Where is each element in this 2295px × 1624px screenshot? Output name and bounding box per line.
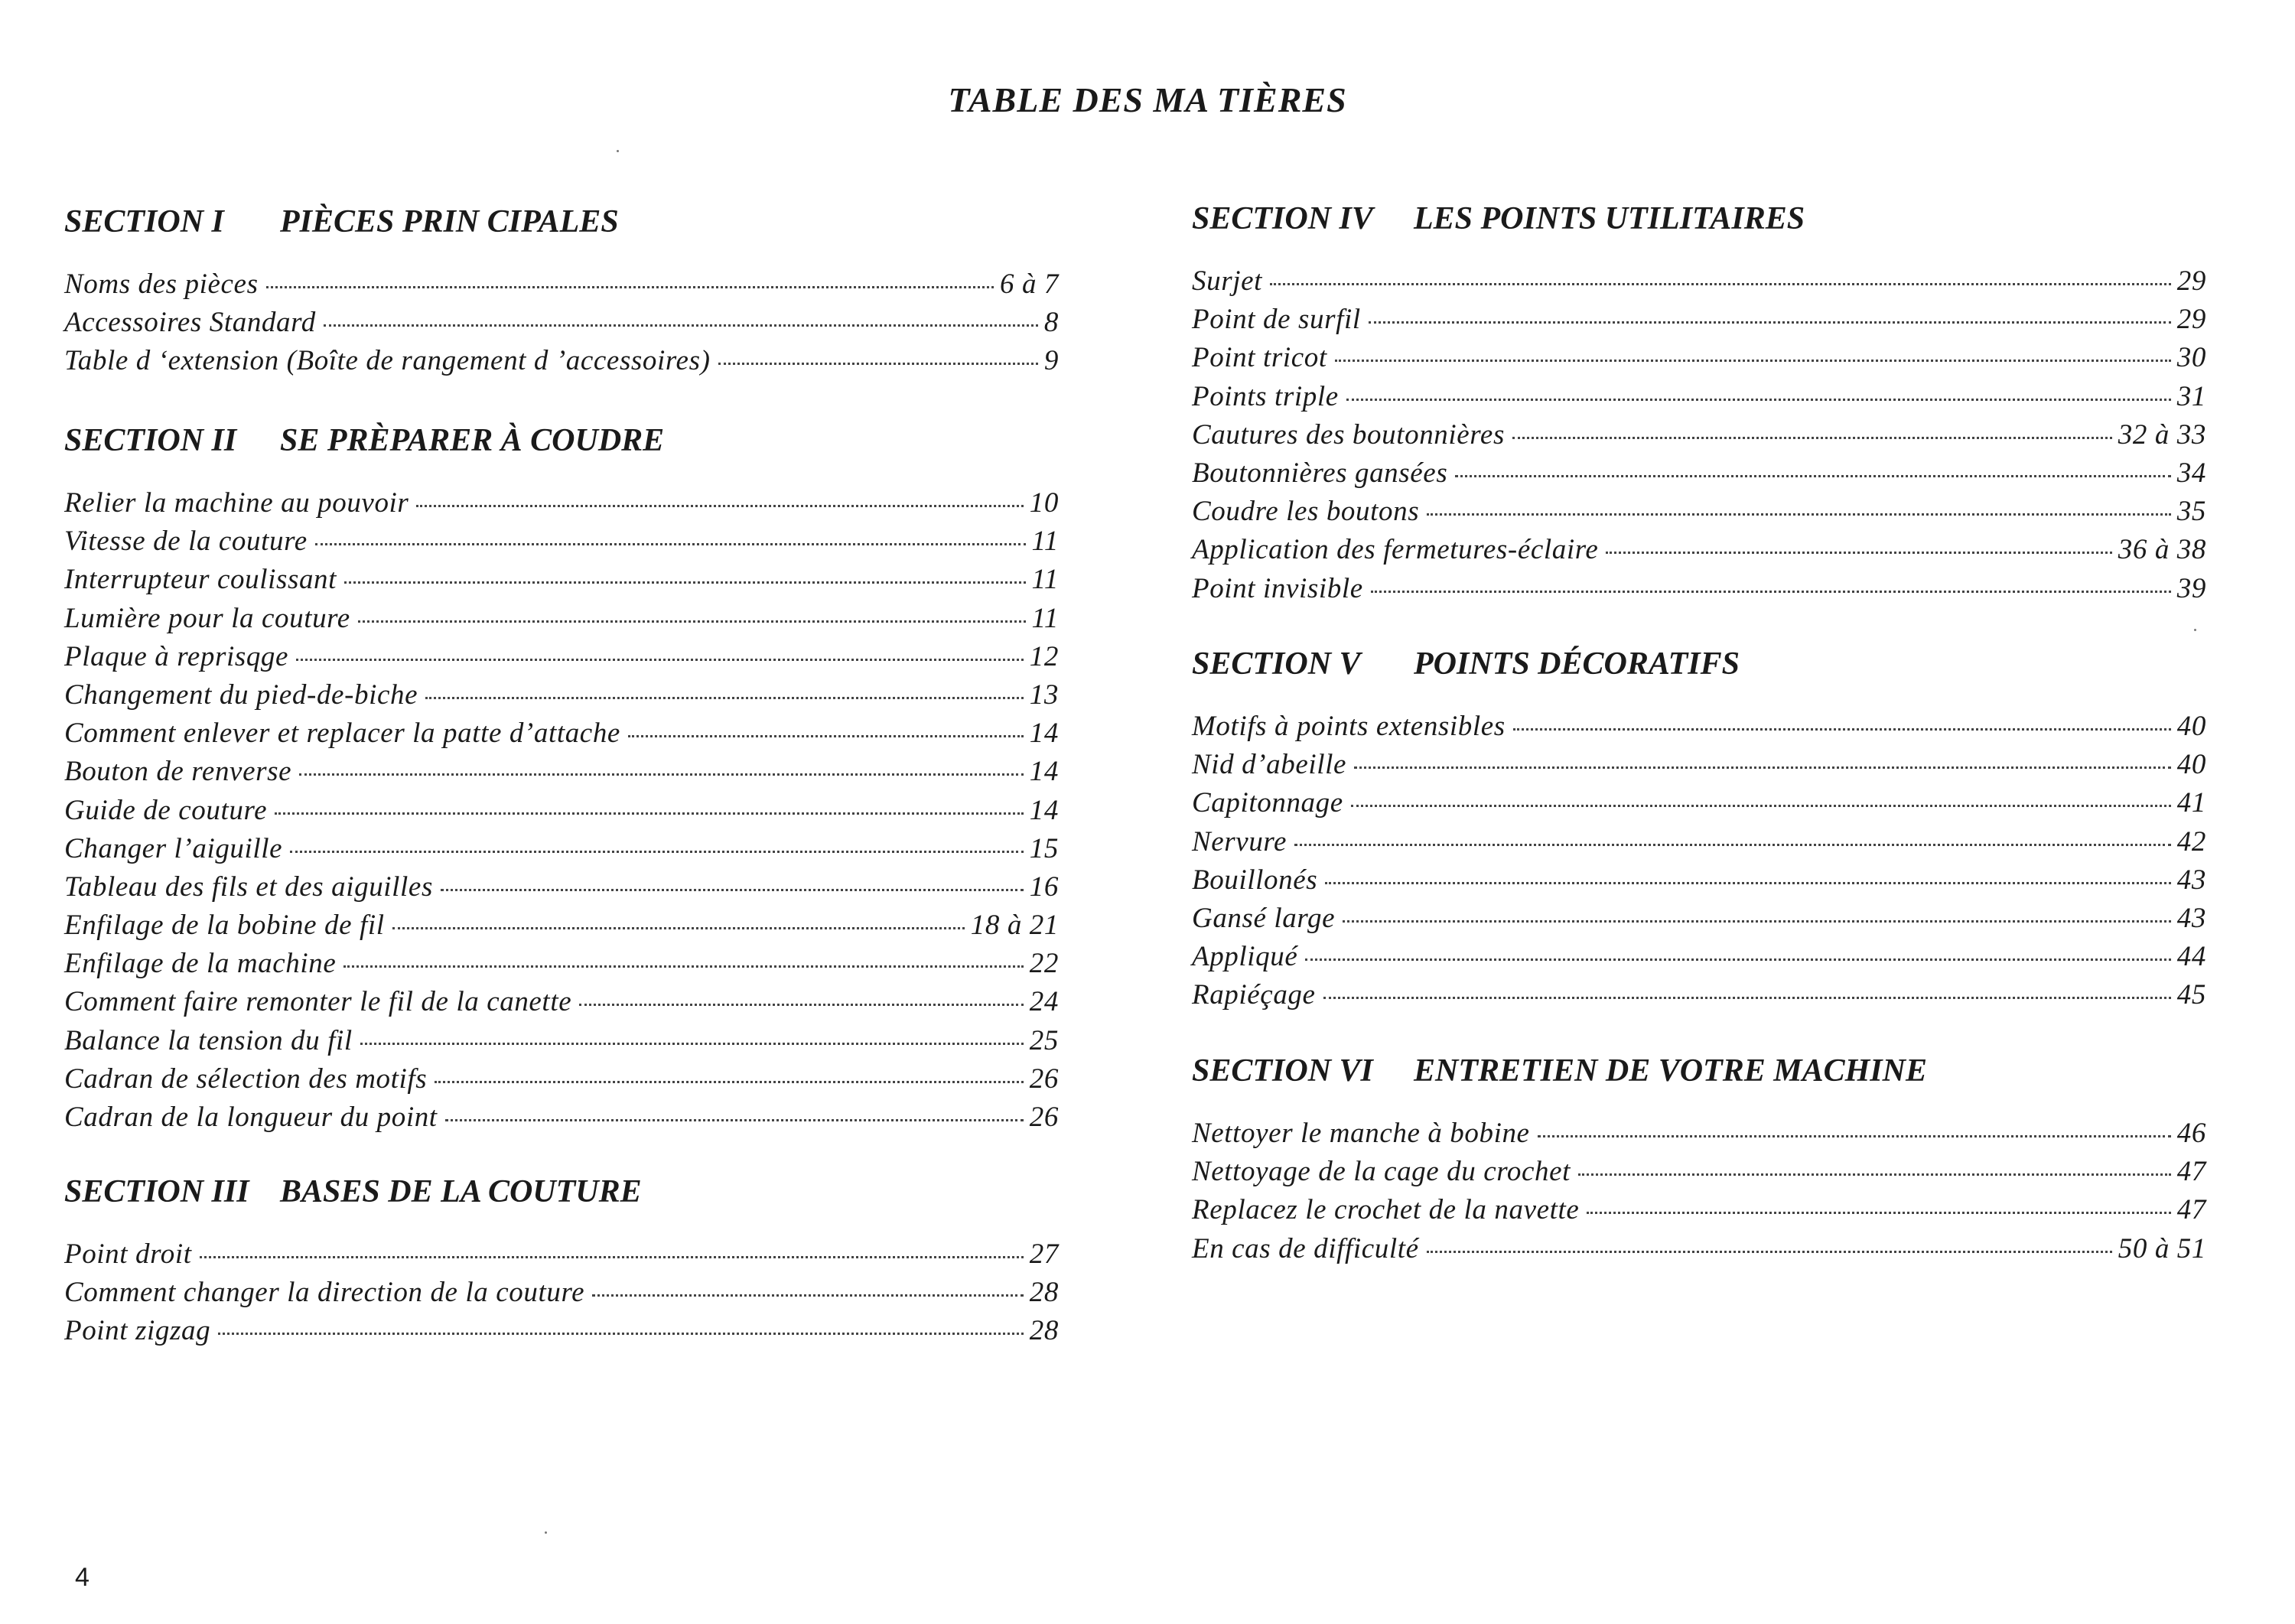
entry-page: 31 (2176, 380, 2206, 412)
entry-label: Point tricot (1192, 342, 1327, 374)
entry-page: 50 à 51 (2118, 1232, 2206, 1264)
entry-page: 44 (2176, 941, 2206, 973)
toc-entry (64, 794, 1059, 832)
dot-leader (1578, 1173, 2171, 1176)
entry-page: 10 (1029, 487, 1059, 519)
entry-label: Appliqué (1192, 941, 1298, 973)
entry-label: Table d ‘extension (Boîte de rangement d ’accessoires) (64, 345, 711, 377)
entry-label: Relier la machine au pouvoir (64, 487, 409, 519)
entry-label: Application des fermetures-éclaire (1192, 534, 1599, 566)
entry-label: En cas de difficulté (1192, 1232, 1419, 1264)
toc-entry (1192, 902, 2206, 940)
entry-page: 26 (1029, 1063, 1059, 1095)
toc-entry (64, 1276, 1059, 1314)
entry-page: 43 (2176, 864, 2206, 896)
entry-label: Cadran de sélection des motifs (64, 1063, 428, 1095)
entry-label: Nid d’abeille (1192, 749, 1347, 781)
entry-label: Point de surfil (1192, 304, 1361, 336)
scan-speck (2194, 629, 2196, 631)
entry-label: Changer l’aiguille (64, 832, 283, 864)
toc-entry (1192, 748, 2206, 786)
toc-entry (64, 306, 1059, 344)
entry-page: 36 à 38 (2118, 534, 2206, 566)
dot-leader (360, 1043, 1024, 1045)
entry-page: 14 (1029, 794, 1059, 826)
toc-entry (1192, 710, 2206, 748)
scan-speck (545, 1531, 547, 1534)
entry-label: Interrupteur coulissant (64, 564, 337, 596)
dot-leader (1343, 920, 2171, 923)
page-title: TABLE DES MA TIÈRES (948, 80, 1347, 119)
entry-page: 47 (2176, 1156, 2206, 1188)
entry-page: 40 (2176, 749, 2206, 781)
entry-page: 25 (1029, 1024, 1059, 1056)
entry-label: Cadran de la longueur du point (64, 1102, 438, 1133)
toc-entry (64, 563, 1059, 601)
dot-leader (1512, 437, 2112, 439)
page-number: 4 (75, 1563, 90, 1592)
entry-label: Enfilage de la machine (64, 948, 337, 980)
entry-label: Changement du pied-de-biche (64, 679, 418, 711)
entry-label: Motifs à points extensibles (1192, 711, 1506, 742)
toc-entry (1192, 940, 2206, 978)
entry-label: Rapiéçage (1192, 979, 1316, 1011)
toc-entry (1192, 1193, 2206, 1232)
toc-entry (64, 717, 1059, 755)
entry-label: Point invisible (1192, 572, 1363, 604)
section-number: SECTION IV (1192, 201, 1373, 236)
scan-speck (617, 150, 619, 152)
toc-entry (64, 487, 1059, 525)
entry-label: Enfilage de la bobine de fil (64, 910, 385, 942)
entry-page: 15 (1029, 832, 1059, 864)
dot-leader (266, 286, 994, 288)
toc-entry (64, 832, 1059, 871)
entry-label: Bouillonés (1192, 864, 1318, 896)
toc-entry (64, 1024, 1059, 1063)
entry-page: 39 (2176, 572, 2206, 604)
entry-page: 12 (1029, 640, 1059, 672)
toc-entry (1192, 825, 2206, 864)
toc-entry (1192, 495, 2206, 533)
entry-label: Vitesse de la couture (64, 526, 308, 558)
toc-entry (64, 985, 1059, 1024)
section-4 (1192, 197, 2206, 610)
toc-entry (1192, 265, 2206, 303)
toc-entry (1192, 341, 2206, 379)
entry-page: 28 (1029, 1315, 1059, 1347)
entry-label: Balance la tension du fil (64, 1024, 353, 1056)
dot-leader (718, 363, 1038, 365)
entry-page: 43 (2176, 902, 2206, 934)
dot-leader (290, 851, 1024, 853)
dot-leader (628, 735, 1024, 737)
toc-entry (64, 1314, 1059, 1352)
dot-leader (1323, 997, 2171, 999)
dot-leader (579, 1004, 1024, 1006)
toc-entry (1192, 1155, 2206, 1193)
toc-entry (1192, 457, 2206, 495)
entry-page: 6 à 7 (1000, 268, 1059, 300)
section-title: SE PRÈPARER À COUDRE (280, 423, 665, 458)
dot-leader (445, 1119, 1024, 1121)
dot-leader (299, 773, 1024, 776)
dot-leader (218, 1333, 1024, 1335)
dot-leader (1351, 805, 2171, 807)
entry-page: 18 à 21 (970, 910, 1059, 942)
entry-list (1192, 1117, 2206, 1271)
dot-leader (1270, 283, 2171, 285)
toc-entry (64, 525, 1059, 563)
section-number: SECTION I (64, 204, 224, 239)
toc-entry (64, 909, 1059, 947)
dot-leader (1325, 882, 2171, 884)
toc-entry (1192, 864, 2206, 902)
dot-leader (1294, 844, 2171, 846)
dot-leader (1305, 958, 2170, 961)
section-1 (64, 200, 1059, 383)
entry-list (64, 1238, 1059, 1353)
toc-entry (64, 1063, 1059, 1101)
dot-leader (592, 1294, 1024, 1297)
toc-entry (1192, 978, 2206, 1017)
entry-page: 30 (2176, 342, 2206, 374)
toc-entry (64, 947, 1059, 985)
dot-leader (1427, 513, 2171, 516)
entry-page: 32 à 33 (2118, 418, 2206, 451)
toc-entry (64, 1101, 1059, 1139)
dot-leader (1354, 766, 2171, 769)
toc-entry (1192, 533, 2206, 571)
entry-label: Replacez le crochet de la navette (1192, 1194, 1580, 1226)
entry-page: 42 (2176, 825, 2206, 858)
toc-entry (1192, 786, 2206, 825)
dot-leader (425, 697, 1024, 699)
section-number: SECTION V (1192, 646, 1361, 682)
section-title: BASES DE LA COUTURE (280, 1174, 642, 1209)
entry-label: Coudre les boutons (1192, 496, 1420, 528)
entry-label: Capitonnage (1192, 787, 1343, 819)
section-heading (64, 1170, 1059, 1213)
entry-page: 46 (2176, 1118, 2206, 1149)
dot-leader (358, 620, 1026, 623)
toc-entry (64, 344, 1059, 382)
dot-leader (324, 324, 1038, 327)
dot-leader (416, 505, 1023, 507)
dot-leader (1606, 552, 2111, 554)
section-2 (64, 419, 1059, 1139)
entry-list (64, 268, 1059, 383)
toc-entry (1192, 380, 2206, 418)
entry-label: Plaque à reprisqge (64, 640, 289, 672)
dot-leader (1538, 1135, 2171, 1137)
entry-label: Gansé large (1192, 902, 1336, 934)
entry-page: 9 (1043, 345, 1059, 377)
entry-label: Comment changer la direction de la couture (64, 1277, 585, 1309)
dot-leader (1369, 321, 2171, 324)
section-number: SECTION II (64, 423, 237, 458)
entry-list (64, 487, 1059, 1139)
dot-leader (200, 1256, 1024, 1258)
dot-leader (1427, 1251, 2112, 1253)
entry-page: 27 (1029, 1238, 1059, 1270)
section-title: LES POINTS UTILITAIRES (1414, 201, 1805, 236)
toc-entry (1192, 1117, 2206, 1155)
dot-leader (344, 581, 1025, 584)
dot-leader (441, 889, 1024, 891)
entry-label: Bouton de renverse (64, 756, 292, 788)
entry-page: 35 (2176, 496, 2206, 528)
section-number: SECTION VI (1192, 1053, 1373, 1089)
entry-page: 28 (1029, 1277, 1059, 1309)
toc-entry (64, 1238, 1059, 1276)
section-title: ENTRETIEN DE VOTRE MACHINE (1414, 1053, 1927, 1089)
entry-label: Noms des pièces (64, 268, 259, 300)
section-heading (1192, 197, 2206, 240)
entry-page: 14 (1029, 756, 1059, 788)
entry-label: Tableau des fils et des aiguilles (64, 871, 433, 903)
entry-page: 22 (1029, 948, 1059, 980)
entry-page: 24 (1029, 986, 1059, 1018)
entry-page: 41 (2176, 787, 2206, 819)
entry-label: Point droit (64, 1238, 192, 1270)
dot-leader (315, 543, 1026, 545)
toc-entry (64, 755, 1059, 793)
entry-page: 16 (1029, 871, 1059, 903)
entry-label: Nettoyer le manche à bobine (1192, 1118, 1530, 1149)
entry-list (1192, 265, 2206, 610)
entry-label: Point zigzag (64, 1315, 211, 1347)
dot-leader (296, 659, 1024, 661)
entry-label: Nettoyage de la cage du crochet (1192, 1156, 1571, 1188)
dot-leader (1587, 1212, 2170, 1214)
entry-page: 11 (1031, 564, 1059, 596)
entry-page: 14 (1029, 718, 1059, 750)
dot-leader (435, 1081, 1024, 1083)
section-heading (1192, 643, 2206, 685)
entry-label: Comment enlever et replacer la patte d’attache (64, 718, 620, 750)
toc-entry (64, 602, 1059, 640)
entry-page: 11 (1031, 526, 1059, 558)
entry-label: Cautures des boutonnières (1192, 418, 1505, 451)
toc-entry (64, 679, 1059, 717)
toc-entry (1192, 572, 2206, 610)
toc-entry (1192, 303, 2206, 341)
toc-entry (64, 268, 1059, 306)
dot-leader (1346, 399, 2171, 401)
entry-page: 40 (2176, 711, 2206, 742)
dot-leader (392, 927, 965, 929)
dot-leader (1371, 591, 2171, 593)
entry-page: 8 (1043, 307, 1059, 339)
entry-page: 45 (2176, 979, 2206, 1011)
entry-label: Accessoires Standard (64, 307, 316, 339)
entry-label: Boutonnières gansées (1192, 457, 1448, 489)
section-3 (64, 1170, 1059, 1353)
entry-label: Nervure (1192, 825, 1287, 858)
entry-label: Comment faire remonter le fil de la canette (64, 986, 572, 1018)
toc-entry (1192, 1232, 2206, 1271)
dot-leader (1513, 728, 2171, 731)
section-title: POINTS DÉCORATIFS (1414, 646, 1740, 682)
dot-leader (1335, 360, 2171, 362)
section-number: SECTION III (64, 1174, 249, 1209)
entry-page: 11 (1031, 602, 1059, 634)
dot-leader (343, 965, 1023, 968)
toc-entry (64, 871, 1059, 909)
entry-page: 26 (1029, 1102, 1059, 1133)
section-5 (1192, 643, 2206, 1017)
entry-list (1192, 710, 2206, 1017)
section-6 (1192, 1050, 2206, 1271)
section-heading (64, 419, 1059, 462)
entry-page: 13 (1029, 679, 1059, 711)
section-heading (64, 200, 1059, 243)
dot-leader (1455, 475, 2170, 477)
entry-page: 34 (2176, 457, 2206, 489)
entry-label: Points triple (1192, 380, 1339, 412)
section-heading (1192, 1050, 2206, 1092)
entry-label: Lumière pour la couture (64, 602, 350, 634)
entry-page: 47 (2176, 1194, 2206, 1226)
entry-page: 29 (2176, 265, 2206, 297)
entry-page: 29 (2176, 304, 2206, 336)
entry-label: Surjet (1192, 265, 1262, 297)
toc-entry (64, 640, 1059, 679)
section-title: PIÈCES PRIN CIPALES (280, 204, 619, 239)
dot-leader (275, 812, 1024, 815)
toc-entry (1192, 418, 2206, 457)
entry-label: Guide de couture (64, 794, 268, 826)
